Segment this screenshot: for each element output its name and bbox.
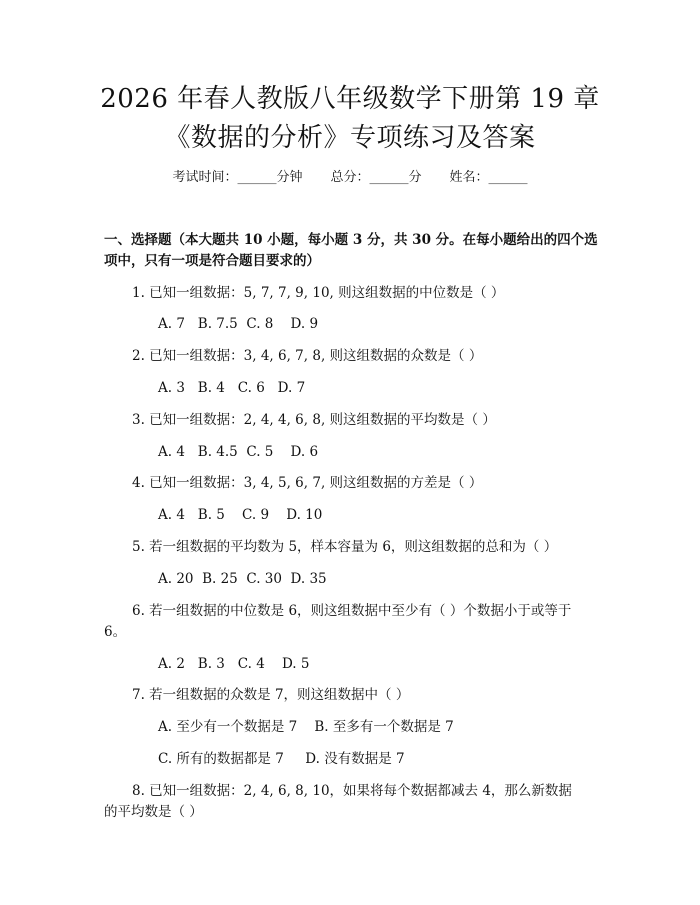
question-1-options: A. 7 B. 7.5 C. 8 D. 9	[158, 316, 319, 332]
document-title-line-1: 2026 年春人教版八年级数学下册第 19 章	[100, 84, 600, 114]
question-6-continued: 6。	[104, 624, 127, 640]
question-6-options: A. 2 B. 3 C. 4 D. 5	[158, 656, 310, 672]
question-2: 2. 已知一组数据：3, 4, 6, 7, 8, 则这组数据的众数是（ ）	[132, 348, 483, 364]
question-5: 5. 若一组数据的平均数为 5，样本容量为 6，则这组数据的总和为（ ）	[132, 539, 558, 555]
exam-info	[0, 168, 700, 188]
question-7-options-row-2: C. 所有的数据都是 7 D. 没有数据是 7	[158, 751, 405, 767]
question-2-options: A. 3 B. 4 C. 6 D. 7	[158, 380, 306, 396]
question-3-options: A. 4 B. 4.5 C. 5 D. 6	[158, 444, 319, 460]
question-4: 4. 已知一组数据：3, 4, 5, 6, 7, 则这组数据的方差是（ ）	[132, 475, 483, 491]
section-heading-line-1: 一、选择题（本大题共 10 小题，每小题 3 分，共 30 分。在每小题给出的四个选	[104, 232, 598, 248]
question-6: 6. 若一组数据的中位数是 6，则这组数据中至少有（ ）个数据小于或等于	[132, 603, 572, 619]
section-heading-line-2: 项中，只有一项是符合题目要求的）	[104, 253, 320, 269]
exam-time-label: 考试时间：______分钟	[172, 170, 303, 185]
question-5-options: A. 20 B. 25 C. 30 D. 35	[158, 571, 327, 587]
document-title-line-2: 《数据的分析》专项练习及答案	[164, 123, 536, 153]
question-3: 3. 已知一组数据：2, 4, 4, 6, 8, 则这组数据的平均数是（ ）	[132, 412, 496, 428]
student-name-label: 姓名：______	[449, 170, 528, 185]
question-7: 7. 若一组数据的众数是 7，则这组数据中（ ）	[132, 687, 410, 703]
question-8: 8. 已知一组数据：2, 4, 6, 8, 10，如果将每个数据都减去 4，那么新数据	[132, 783, 572, 799]
question-4-options: A. 4 B. 5 C. 9 D. 10	[158, 507, 323, 523]
question-8-continued: 的平均数是（ ）	[104, 804, 203, 820]
total-score-label: 总分：______分	[330, 170, 422, 185]
question-1: 1. 已知一组数据：5, 7, 7, 9, 10, 则这组数据的中位数是（ ）	[132, 285, 505, 301]
question-7-options-row-1: A. 至少有一个数据是 7 B. 至多有一个数据是 7	[158, 719, 454, 735]
